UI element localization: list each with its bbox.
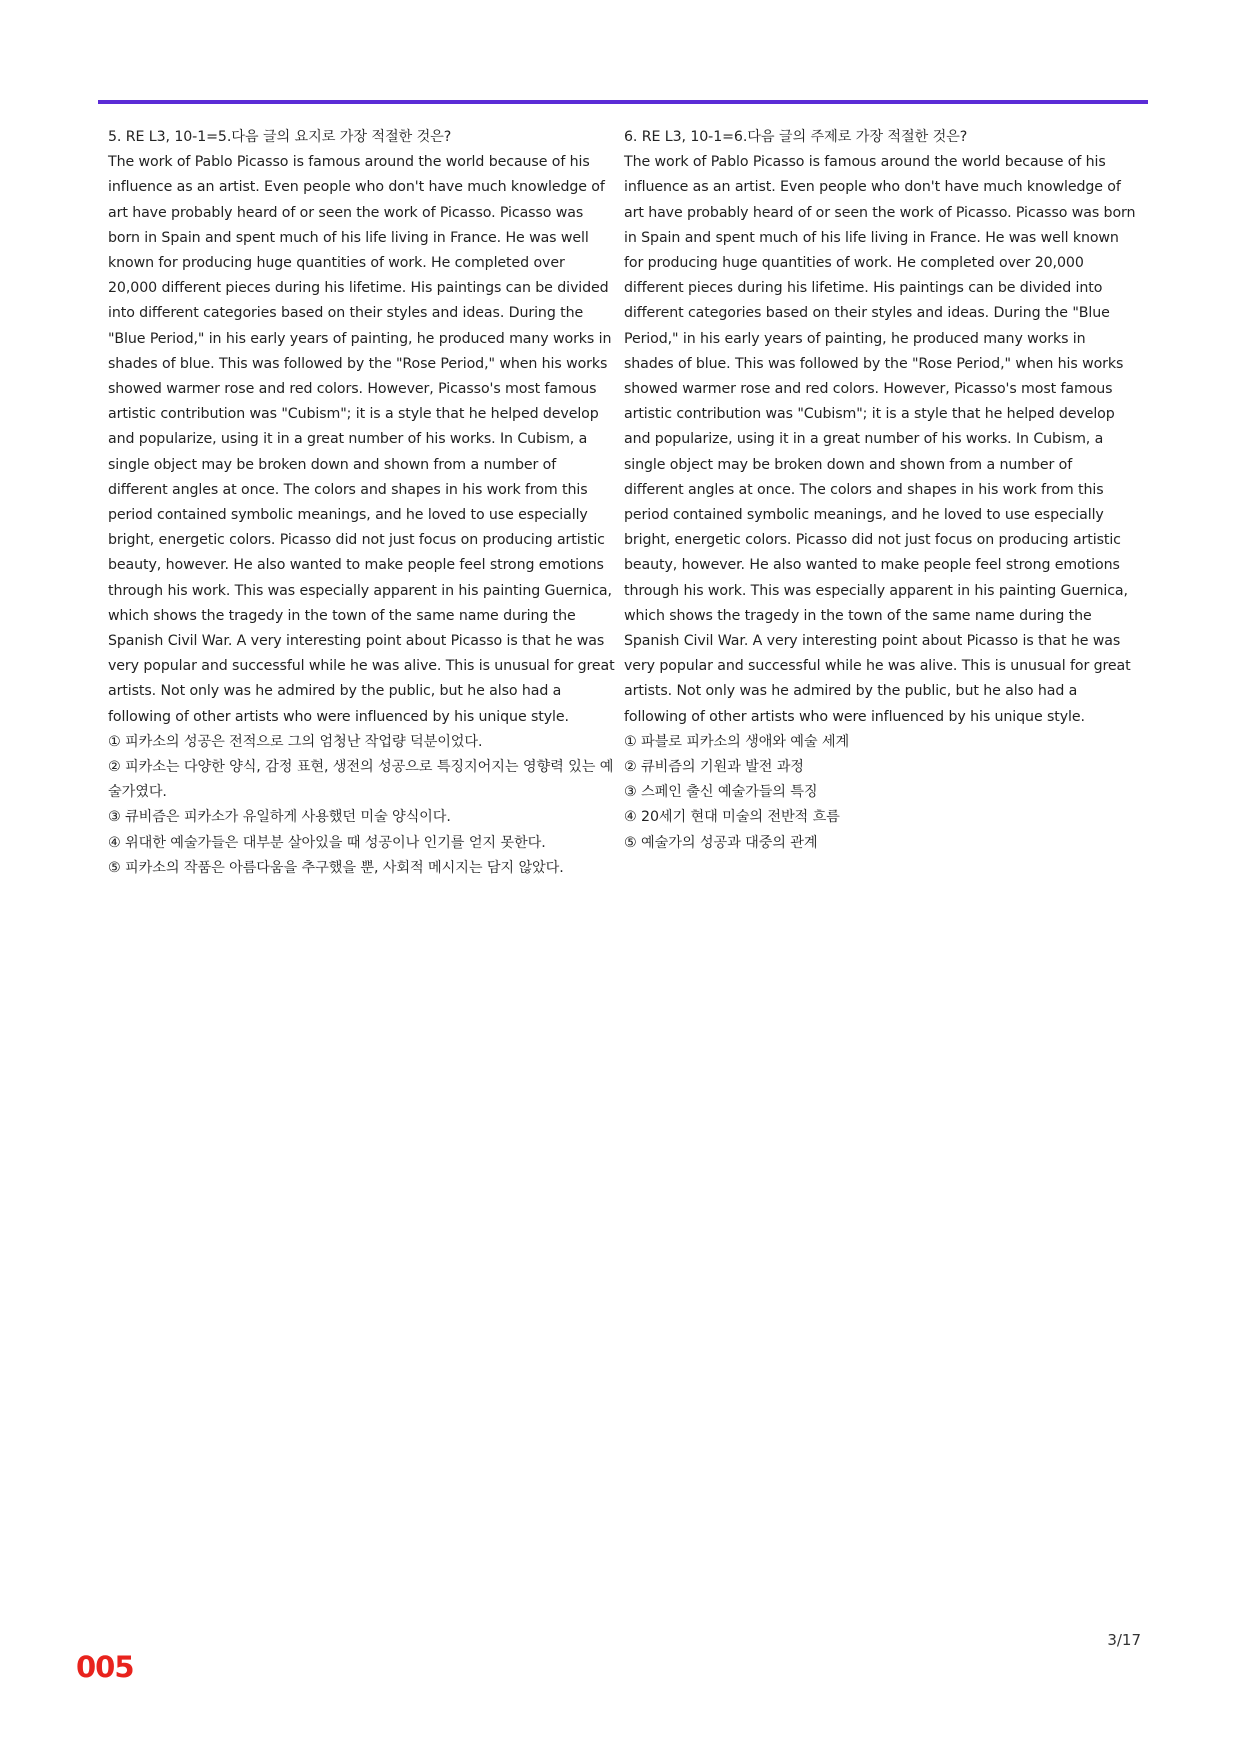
page-code: 005 — [76, 1650, 134, 1684]
choice-5: ⑤ 예술가의 성공과 대중의 관계 — [624, 834, 818, 851]
question-6-passage: The work of Pablo Picasso is famous around the world because of his influence as an artist. Even people who don't have much knowledge of art have probably heard of or seen the work of Picasso. Picasso was born in Spain and spent much of his life living in France. He was well known for producing huge quantities of work. He completed over 20,000 different pieces during his lifetime. His paintings can be divided into different categories based on their styles and ideas. During the "Blue Period," in his early years of painting, he produced many works in shades of blue. This was followed by the "Rose Period," when his works showed warmer rose and red colors. However, Picasso's most famous artistic contribution was "Cubism"; it is a style that he helped develop and popularize, using it in a great number of his works. In Cubism, a single object may be broken down and shown from a number of different angles at once. The colors and shapes in his work from this period contained symbolic meanings, and he loved to use especially bright, energetic colors. Picasso did not just focus on producing artistic beauty, however. He also wanted to make people feel strong emotions through his work. This was especially apparent in his painting Guernica, which shows the tragedy in the town of the same name during the Spanish Civil War. A very interesting point about Picasso is that he was very popular and successful while he was alive. This is unusual for great artists. Not only was he admired by the public, but he also had a following of other artists who were influenced by his unique style. — [624, 154, 1136, 725]
choice-2: ② 큐비즘의 기원과 발전 과정 — [624, 759, 804, 776]
header-divider — [98, 100, 1148, 104]
choice-3: ③ 큐비즘은 피카소가 유일하게 사용했던 미술 양식이다. — [108, 809, 451, 826]
question-5-title: 5. RE L3, 10-1=5.다음 글의 요지로 가장 적절한 것은? — [108, 129, 452, 145]
choice-5: ⑤ 피카소의 작품은 아름다움을 추구했을 뿐, 사회적 메시지는 담지 않았다. — [108, 859, 564, 876]
choice-1: ① 파블로 피카소의 생애와 예술 세계 — [624, 733, 850, 750]
question-6-choices — [624, 730, 1136, 856]
question-5-choices — [108, 730, 618, 881]
question-6 — [624, 125, 1136, 856]
question-5-passage: The work of Pablo Picasso is famous around the world because of his influence as an artist. Even people who don't have much knowledge of art have probably heard of or seen the work of Picasso. Picasso was born in Spain and spent much of his life living in France. He was well known for producing huge quantities of work. He completed over 20,000 different pieces during his lifetime. His paintings can be divided into different categories based on their styles and ideas. During the "Blue Period," in his early years of painting, he produced many works in shades of blue. This was followed by the "Rose Period," when his works showed warmer rose and red colors. However, Picasso's most famous artistic contribution was "Cubism"; it is a style that he helped develop and popularize, using it in a great number of his works. In Cubism, a single object may be broken down and shown from a number of different angles at once. The colors and shapes in his work from this period contained symbolic meanings, and he loved to use especially bright, energetic colors. Picasso did not just focus on producing artistic beauty, however. He also wanted to make people feel strong emotions through his work. This was especially apparent in his painting Guernica, which shows the tragedy in the town of the same name during the Spanish Civil War. A very interesting point about Picasso is that he was very popular and successful while he was alive. This is unusual for great artists. Not only was he admired by the public, but he also had a following of other artists who were influenced by his unique style. — [108, 154, 615, 725]
question-5 — [108, 125, 618, 881]
choice-1: ① 피카소의 성공은 전적으로 그의 엄청난 작업량 덕분이었다. — [108, 733, 483, 750]
page-number: 3/17 — [1107, 1631, 1141, 1649]
choice-4: ④ 20세기 현대 미술의 전반적 흐름 — [624, 809, 840, 826]
choice-2: ② 피카소는 다양한 양식, 감정 표현, 생전의 성공으로 특징지어지는 영향력 있는 예술가였다. — [108, 759, 614, 801]
choice-3: ③ 스페인 출신 예술가들의 특징 — [624, 784, 818, 801]
choice-4: ④ 위대한 예술가들은 대부분 살아있을 때 성공이나 인기를 얻지 못한다. — [108, 834, 546, 851]
question-6-title: 6. RE L3, 10-1=6.다음 글의 주제로 가장 적절한 것은? — [624, 129, 968, 145]
